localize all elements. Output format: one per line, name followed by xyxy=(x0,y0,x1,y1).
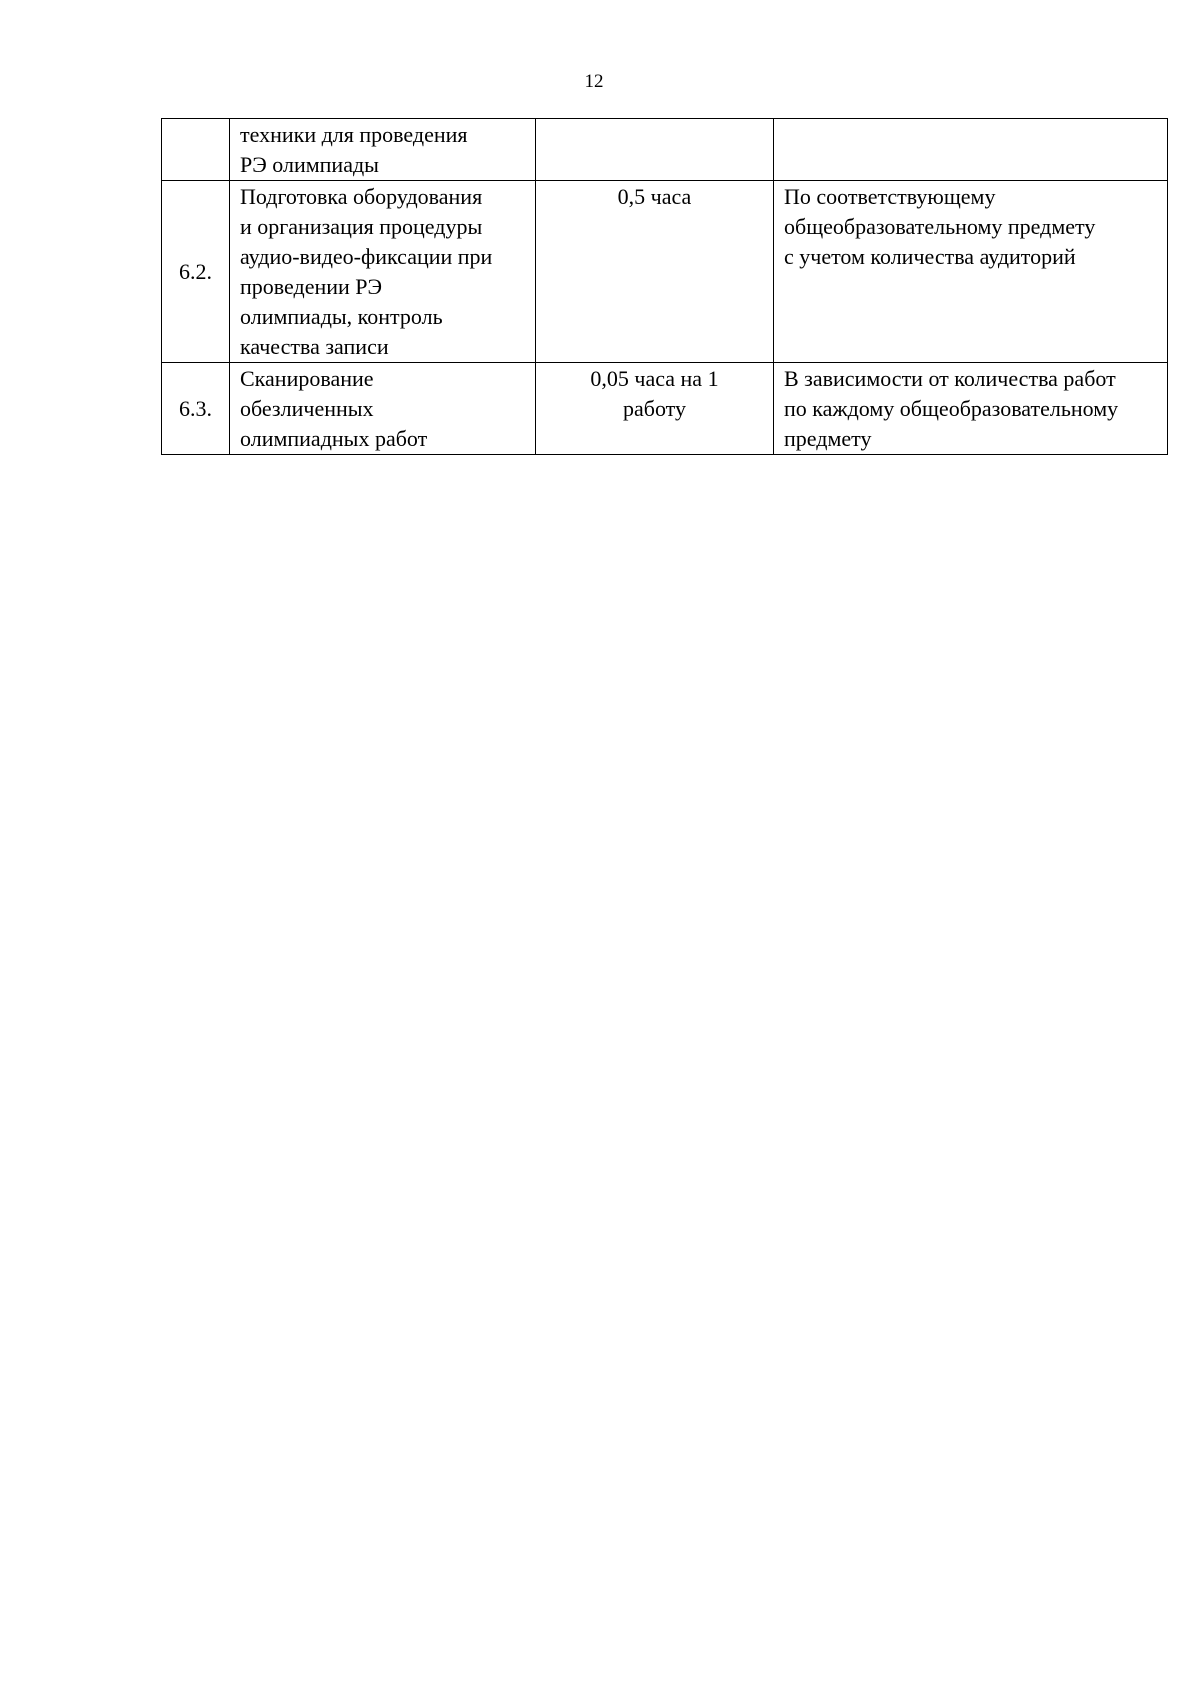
work-name-line: обезличенных xyxy=(240,396,374,421)
work-name-cell xyxy=(230,119,536,181)
note-cell xyxy=(774,119,1168,181)
work-name-line: проведении РЭ xyxy=(240,274,383,299)
row-number: 6.3. xyxy=(179,396,212,421)
row-number-cell xyxy=(162,363,230,455)
row-number-cell xyxy=(162,181,230,363)
work-name-line: Подготовка оборудования xyxy=(240,184,483,209)
time-norm-cell xyxy=(536,181,774,363)
time-norm-line: 0,05 часа на 1 xyxy=(590,366,719,391)
note-cell xyxy=(774,181,1168,363)
note-line: По соответствующему xyxy=(784,184,996,209)
work-name-line: и организация процедуры xyxy=(240,214,483,239)
work-name-line: олимпиады, контроль xyxy=(240,304,443,329)
table-row xyxy=(162,181,1168,363)
time-norm-cell xyxy=(536,363,774,455)
note-line: по каждому общеобразовательному xyxy=(784,396,1119,421)
row-number-cell xyxy=(162,119,230,181)
time-norm-line: работу xyxy=(623,396,686,421)
note-line: общеобразовательному предмету xyxy=(784,214,1096,239)
work-name-line: качества записи xyxy=(240,334,389,359)
work-name-line: техники для проведения xyxy=(240,122,468,147)
time-norm-line: 0,5 часа xyxy=(617,184,692,209)
work-name-line: РЭ олимпиады xyxy=(240,152,379,177)
time-norm-cell xyxy=(536,119,774,181)
work-name-cell xyxy=(230,181,536,363)
table-row xyxy=(162,363,1168,455)
note-line: предмету xyxy=(784,426,872,451)
work-name-line: олимпиадных работ xyxy=(240,426,428,451)
note-line: В зависимости от количества работ xyxy=(784,366,1116,391)
work-name-line: Сканирование xyxy=(240,366,374,391)
note-cell xyxy=(774,363,1168,455)
norms-table xyxy=(161,118,1168,455)
work-name-line: аудио-видео-фиксации при xyxy=(240,244,493,269)
note-line: с учетом количества аудиторий xyxy=(784,244,1076,269)
row-number: 6.2. xyxy=(179,259,212,284)
work-name-cell xyxy=(230,363,536,455)
table-row xyxy=(162,119,1168,181)
page-number: 12 xyxy=(584,71,604,92)
